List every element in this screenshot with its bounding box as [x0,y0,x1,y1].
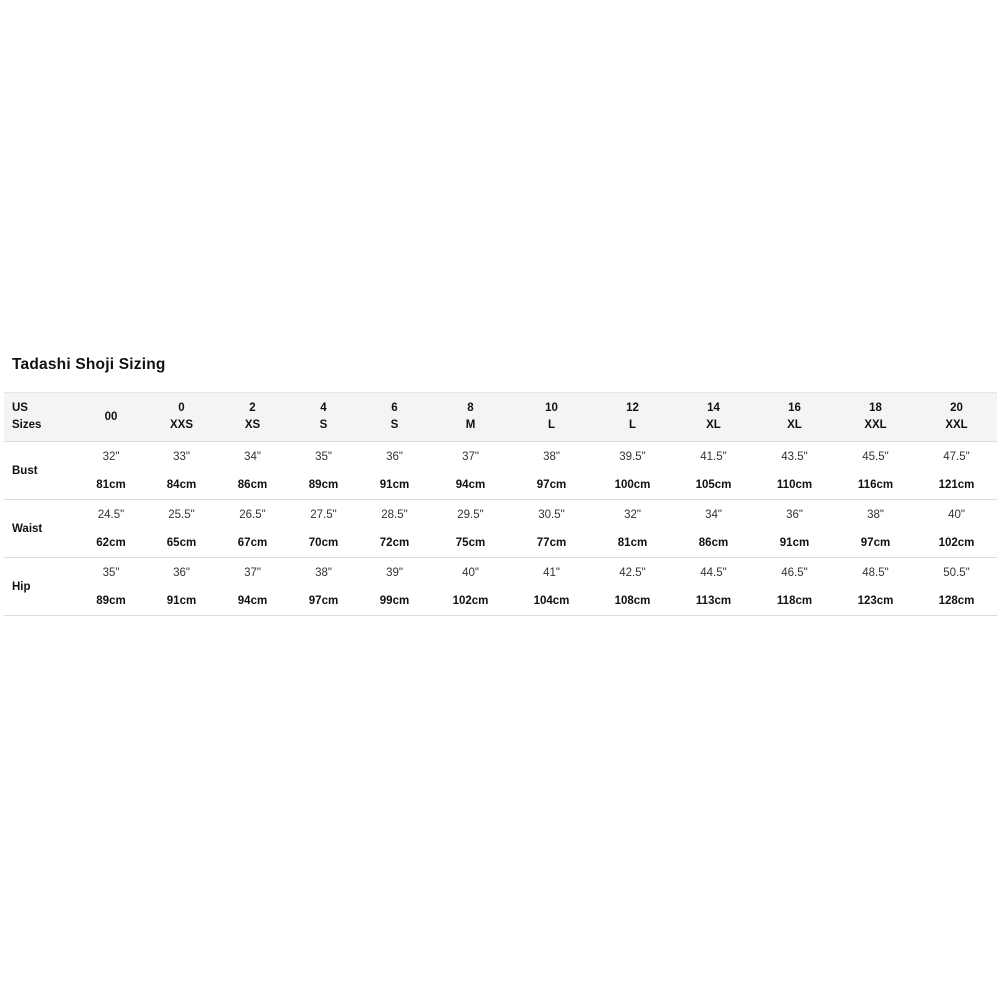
chart-title: Tadashi Shoji Sizing [12,356,166,373]
cm-value: 105cm [695,478,732,491]
inches-value: 43.5" [781,450,808,463]
cm-value: 91cm [379,478,410,491]
measurement-cell [76,558,146,616]
us-sizes-label [4,393,76,442]
cm-value: 86cm [237,478,268,491]
measurement-cell [217,558,288,616]
inches-value: 42.5" [619,566,646,579]
inches-value: 35" [315,450,332,463]
inches-value: 32" [102,450,120,463]
measurement-cell [673,442,754,500]
inches-value: 30.5" [538,508,565,521]
inches-value: 24.5" [97,508,125,521]
cm-value: 121cm [938,478,975,491]
measurement-cell [146,558,217,616]
measurement-cell [288,442,359,500]
inches-value: 40" [462,566,479,579]
measurement-cell [511,558,592,616]
cm-value: 62cm [96,536,126,549]
cm-value: 86cm [698,536,729,549]
inches-value: 26.5" [239,508,266,521]
us-size-number: 16 [788,402,801,414]
inches-value: 36" [173,566,190,579]
cm-value: 97cm [308,594,339,607]
cm-value: 89cm [96,594,126,607]
inches-value: 25.5" [168,508,195,521]
us-size-number: 00 [104,410,118,423]
cm-value: 128cm [938,594,975,607]
inches-value: 39.5" [619,450,646,463]
cm-value: 75cm [455,536,486,549]
cm-value: 99cm [379,594,410,607]
size-table [4,392,997,616]
cm-value: 110cm [776,478,813,491]
inches-value: 44.5" [700,566,727,579]
cm-value: 118cm [776,594,813,607]
size-header-cell [754,393,835,442]
measurement-cell [916,442,997,500]
measurement-cell [430,558,511,616]
measurement-cell [592,442,673,500]
cm-value: 100cm [614,478,651,491]
us-size-number: 0 [178,402,185,414]
letter-size: L [628,419,637,431]
measurement-cell [754,558,835,616]
measurement-cell [835,558,916,616]
cm-value: 67cm [237,536,268,549]
cm-value: 108cm [614,594,651,607]
inches-value: 36" [386,450,403,463]
measurement-cell [673,500,754,558]
size-header-cell [430,393,511,442]
inches-value: 40" [948,508,965,521]
size-header-cell [359,393,430,442]
size-header-cell [835,393,916,442]
measurement-cell [673,558,754,616]
inches-value: 33" [173,450,190,463]
inches-value: 27.5" [310,508,337,521]
measurement-label: Bust [12,464,38,477]
cm-value: 70cm [308,536,339,549]
cm-value: 94cm [455,478,486,491]
size-chart [4,352,997,616]
measurement-cell [592,558,673,616]
inches-value: 50.5" [943,566,970,579]
inches-value: 46.5" [781,566,808,579]
inches-value: 34" [705,508,722,521]
cm-value: 91cm [779,536,810,549]
measurement-cell [288,558,359,616]
size-header-cell [673,393,754,442]
measurements-body [4,442,997,616]
cm-value: 65cm [166,536,197,549]
measurement-cell [511,500,592,558]
measurement-row-waist [4,500,997,558]
size-header-cell [288,393,359,442]
us-size-number: 12 [626,402,639,414]
measurement-cell [754,442,835,500]
inches-value: 38" [543,450,560,463]
inches-value: 48.5" [862,566,889,579]
inches-value: 41" [543,566,560,579]
us-size-number: 2 [249,402,256,414]
measurement-cell [217,500,288,558]
us-size-number: 18 [869,402,882,414]
inches-value: 28.5" [381,508,408,521]
cm-value: 102cm [938,536,975,549]
measurement-row-bust [4,442,997,500]
measurement-cell [146,500,217,558]
measurement-cell [916,500,997,558]
inches-value: 29.5" [457,508,484,521]
measurement-cell [359,500,430,558]
inches-value: 36" [786,508,803,521]
measurement-cell [916,558,997,616]
us-size-number: 10 [545,402,558,414]
cm-value: 84cm [166,478,197,491]
measurement-cell [146,442,217,500]
cm-value: 123cm [857,594,894,607]
letter-size: S [319,419,328,431]
cm-value: 81cm [617,536,648,549]
inches-value: 45.5" [862,450,889,463]
us-size-number: 14 [707,402,720,414]
measurement-cell [835,500,916,558]
letter-size: XXS [169,419,193,431]
us-size-number: 4 [320,402,327,414]
inches-value: 41.5" [700,450,727,463]
us-size-number: 6 [391,402,398,414]
measurement-cell [359,558,430,616]
measurement-cell [592,500,673,558]
inches-value: 32" [624,508,641,521]
inches-value: 37" [462,450,479,463]
measurement-cell [430,442,511,500]
size-header-cell [76,393,146,442]
measurement-cell [288,500,359,558]
inches-value: 35" [102,566,120,579]
measurement-cell [754,500,835,558]
size-header-cell [146,393,217,442]
measurement-cell [76,442,146,500]
inches-value: 37" [244,566,261,579]
cm-value: 89cm [308,478,339,491]
size-header-row [4,393,997,442]
measurement-cell [511,442,592,500]
measurement-cell [835,442,916,500]
measurement-label: Waist [12,522,43,535]
letter-size: L [547,419,556,431]
letter-size: S [390,419,399,431]
cm-value: 102cm [452,594,489,607]
cm-value: 91cm [166,594,197,607]
size-header-cell [511,393,592,442]
letter-size: XS [244,419,261,431]
cm-value: 94cm [237,594,268,607]
measurement-label: Hip [12,580,31,593]
measurement-row-hip [4,558,997,616]
cm-value: 77cm [536,536,567,549]
measurement-cell [359,442,430,500]
cm-value: 97cm [860,536,891,549]
size-header-cell [217,393,288,442]
measurement-cell [217,442,288,500]
inches-value: 39" [386,566,403,579]
inches-value: 47.5" [943,450,970,463]
inches-value: 38" [867,508,884,521]
cm-value: 81cm [96,478,126,491]
letter-size: M [465,419,476,431]
size-header-cell [592,393,673,442]
sizes-label: Sizes [12,419,42,431]
size-header-cell [916,393,997,442]
us-label: US [12,402,28,414]
cm-value: 104cm [533,594,570,607]
cm-value: 97cm [536,478,567,491]
us-size-number: 20 [950,402,963,414]
us-size-number: 8 [467,402,474,414]
letter-size: XL [706,419,721,431]
letter-size: XXL [864,419,887,431]
cm-value: 113cm [695,594,732,607]
measurement-cell [76,500,146,558]
measurement-cell [430,500,511,558]
cm-value: 116cm [857,478,894,491]
letter-size: XL [787,419,802,431]
inches-value: 34" [244,450,261,463]
cm-value: 72cm [379,536,410,549]
inches-value: 38" [315,566,332,579]
letter-size: XXL [945,419,968,431]
